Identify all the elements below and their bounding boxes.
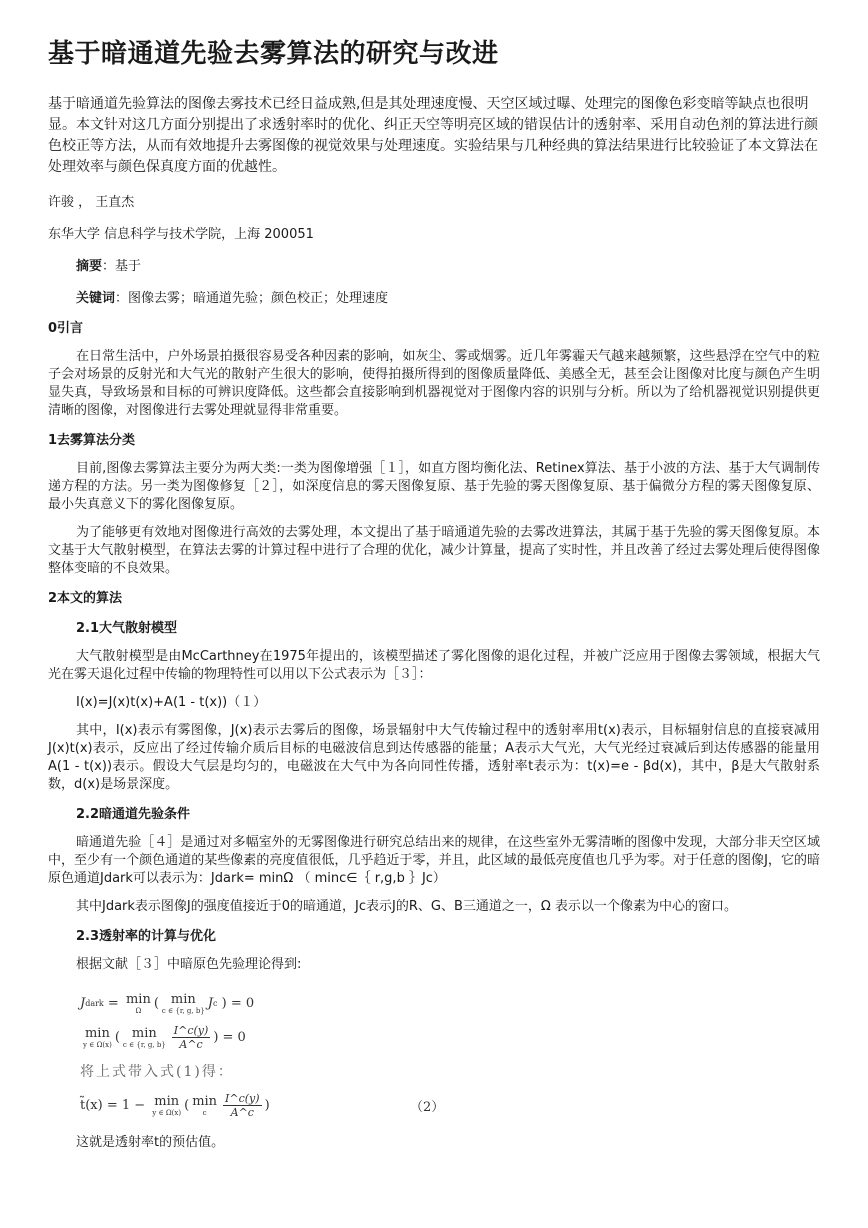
section-1-paragraph-1: 目前,图像去雾算法主要分为两大类:一类为图像增强［１］，如直方图均衡化法、Retinex算法、基于小波的方法、基于大气调制传递方程的方法。另一类为图像修复［２］，如深度信息的雾天图像复原、基于先验的雾天图像复原、基于偏微分方程的雾天图像复原、最小失真意义下的雾化图像复原。 — [48, 461, 820, 512]
eq4-min-outer — [152, 1094, 181, 1117]
equation-transmission: t̃(x) = 1 − min y ∈ Ω(x) ( min c $\frac{I\^{}c(y)}{A\^{}c}$ ) （2） — [80, 1091, 445, 1119]
equation-substitute — [80, 1056, 820, 1086]
eq2-min-outer — [83, 1026, 112, 1049]
abstract-label: 摘要 — [76, 259, 103, 274]
eq1-sup: dark — [85, 998, 104, 1008]
eq4-min-label: min — [154, 1093, 180, 1109]
section-2-1-paragraph-1: 大气散射模型是由McCarthney在1975年提出的，该模型描述了雾化图像的退化过程，并被广泛应用于图像去雾领域，根据大气光在雾天退化过程中传输的物理特性可以用以下公式表示为［３］： — [48, 649, 820, 682]
abstract-value: ：基于 — [102, 259, 142, 274]
eq2-sub2: c ∈ {r, g, b} — [122, 1040, 166, 1049]
eq2-rhs: ) = 0 — [213, 1029, 246, 1045]
eq1-min-outer — [126, 992, 151, 1015]
section-2-1-title: 2.1大气散射模型 — [76, 621, 178, 636]
eq2-den: A^c — [179, 1037, 203, 1051]
eq4-min-inner-label: min — [192, 1093, 218, 1109]
keywords-label: 关键词 — [76, 291, 116, 306]
math-block — [80, 988, 820, 1124]
section-1-title: 1去雾算法分类 — [48, 433, 136, 448]
scattering-formula: I(x)=J(x)t(x)+A(1 - t(x))（１） — [76, 695, 267, 710]
eq2-fraction — [172, 1024, 211, 1051]
eq4-lhs: t̃(x) = 1 − — [80, 1097, 146, 1113]
abstract-summary: 基于暗通道先验算法的图像去雾技术已经日益成熟,但是其处理速度慢、天空区域过曝、处理完的图像色彩变暗等缺点也很明显。本文针对这几方面分别提出了求透射率时的优化、纠正天空等明亮区域的错误估计的透射率、采用自动色剂的算法进行颜色校正等方法，从而有效地提升去雾图像的视觉效果与处理速度。实验结果与几种经典的算法结果进行比较验证了本文算法在处理效率与颜色保真度方面的优越性。 — [48, 96, 818, 175]
eq4-sub1: y ∈ Ω(x) — [152, 1108, 182, 1117]
section-2-3-paragraph-2: 这就是透射率t的预估值。 — [76, 1135, 225, 1150]
keywords-value: ：图像去雾；暗通道先验；颜色校正；处理速度 — [115, 291, 389, 306]
section-2-2-paragraph-2: 其中Jdark表示图像J的强度值接近于0的暗通道，Jc表示J的R、G、B三通道之一，Ω 表示以一个像素为中心的窗口。 — [76, 899, 737, 914]
section-2-2-paragraph-1: 暗通道先验［４］是通过对多幅室外的无雾图像进行研究总结出来的规律，在这些室外无雾清晰的图像中发现，大部分非天空区域中，至少有一个颜色通道的某些像素的亮度值很低，几乎趋近于零，并且，此区域的最低亮度值也几乎为零。对于任意的图像J，它的暗原色通道Jdark可以表示为：Jdark= minΩ （ minc∈｛ r,g,b ｝Jc） — [48, 835, 820, 886]
section-0-title: 0引言 — [48, 321, 84, 336]
eq4-den: A^c — [230, 1105, 254, 1119]
eq4-num: I^c(y) — [225, 1091, 260, 1105]
section-0-paragraph: 在日常生活中，户外场景拍摄很容易受各种因素的影响，如灰尘、雾或烟雾。近几年雾霾天气越来越频繁，这些悬浮在空气中的粒子会对场景的反射光和大气光的散射产生很大的影响，使得拍摄所得到的图像质量降低、美感全无，甚至会让图像对比度与颜色产生明显失真，导致场景和目标的可辨识度降低。这些都会直接影响到机器视觉对于图像内容的识别与分析。所以为了给机器视觉识别提供更清晰的图像，对图像进行去雾处理就显得非常重要。 — [48, 349, 820, 418]
affiliation: 东华大学 信息科学与技术学院，上海 200051 — [48, 227, 314, 242]
eq1-c: c — [213, 998, 218, 1008]
eq3-text: 将上式带入式(1)得： — [80, 1064, 234, 1080]
eq1-inner-sub: c ∈ {r, g, b} — [161, 1006, 205, 1015]
section-2-1-paragraph-2: 其中，I(x)表示有雾图像，J(x)表示去雾后的图像，场景辐射中大气传输过程中的透射率用t(x)表示，目标辐射信息的直接衰减用J(x)t(x)表示，反应出了经过传输介质后目标的电磁波信息到达传感器的能量；A表示大气光，大气光经过衰减后到达传感器的能量用A(1 - t(x))表示。假设大气层是均匀的，电磁波在大气中为各向同性传播，透射率t表示为：t(x)=e - βd(x)，其中，β是大气散射系数，d(x)是场景深度。 — [48, 723, 820, 792]
section-2-title: 2本文的算法 — [48, 591, 123, 606]
eq1-jc: J — [207, 995, 214, 1011]
eq4-fraction — [223, 1092, 262, 1119]
authors: 许骏 ， 王直杰 — [48, 195, 135, 210]
abstract-line — [48, 258, 820, 276]
eq4-number: （2） — [410, 1099, 445, 1115]
paper-title: 基于暗通道先验去雾算法的研究与改进 — [48, 39, 499, 69]
eq1-min-inner — [162, 992, 205, 1015]
eq2-min-inner-label: min — [131, 1025, 157, 1041]
paper-page — [48, 36, 820, 1152]
equation-dark-channel: J dark = min Ω ( min c ∈ {r, g, b} J c ) = 0 — [80, 991, 255, 1015]
eq2-min-label: min — [84, 1025, 110, 1041]
keywords-line — [48, 290, 820, 308]
eq2-min-inner — [123, 1026, 166, 1049]
eq1-lhs: J — [80, 995, 86, 1011]
eq1-omega: Ω — [135, 1006, 142, 1015]
section-1-paragraph-2: 为了能够更有效地对图像进行高效的去雾处理，本文提出了基于暗通道先验的去雾改进算法，其属于基于先验的雾天图像复原。本文基于大气散射模型，在算法去雾的计算过程中进行了合理的优化，减少计算量，提高了实时性，并且改善了经过去雾处理后使得图像整体变暗的不良效果。 — [48, 525, 820, 576]
eq2-sub1: y ∈ Ω(x) — [83, 1040, 112, 1049]
section-2-3-title: 2.3透射率的计算与优化 — [76, 929, 217, 944]
section-2-2-title: 2.2暗通道先验条件 — [76, 807, 191, 822]
eq1-min-label: min — [125, 991, 151, 1007]
eq4-sub2: c — [202, 1108, 207, 1117]
equation-normalized: min y ∈ Ω(x) ( min c ∈ {r, g, b} $\frac{I\^{}c(y)}{A\^{}c}$ ) = 0 — [83, 1023, 246, 1051]
eq1-rhs: ) = 0 — [221, 995, 255, 1011]
eq2-num: I^c(y) — [173, 1023, 209, 1037]
eq1-min-inner-label: min — [170, 991, 196, 1007]
eq4-min-inner — [192, 1094, 217, 1117]
section-2-3-paragraph-1: 根据文献［３］中暗原色先验理论得到: — [76, 957, 302, 972]
